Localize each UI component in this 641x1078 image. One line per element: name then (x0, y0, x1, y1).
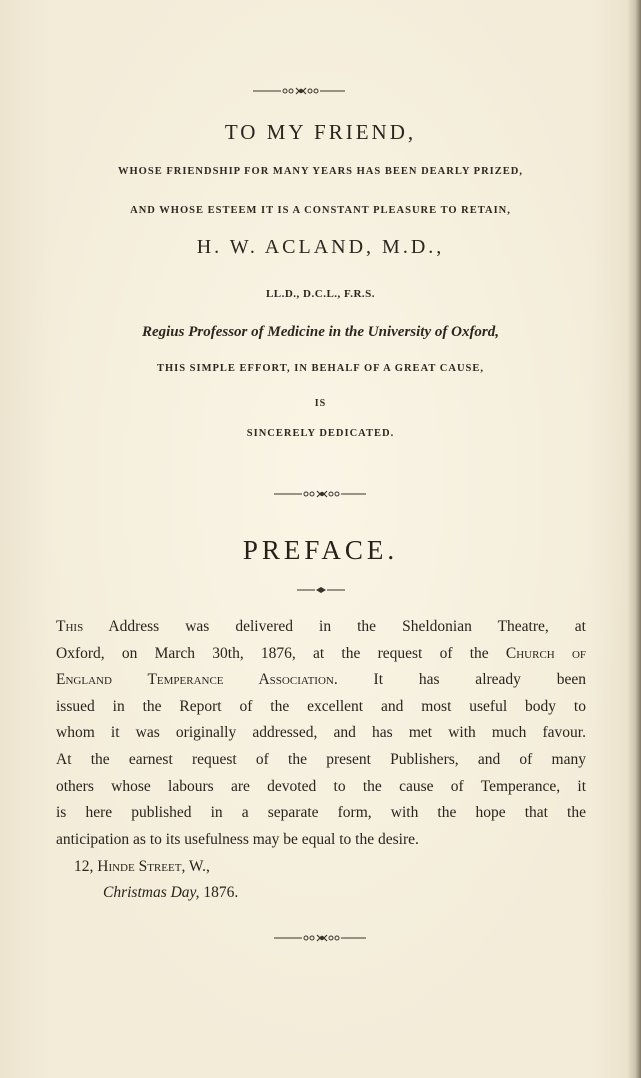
preface-line: others whose labours are devoted to the cause of Temperance, it (56, 777, 586, 795)
preface-line: Oxford, on March 30th, 1876, at the request of the Church of (56, 644, 587, 662)
dedication-line-2: AND WHOSE ESTEEM IT IS A CONSTANT PLEASURE TO RETAIN, (130, 205, 511, 216)
address-tail: , W., (181, 858, 210, 875)
dedicatee-position: Regius Professor of Medicine in the University of Oxford, (141, 324, 500, 340)
signature-address (74, 858, 210, 876)
preface-line: This Address was delivered in the Sheldonian Theatre, at (56, 618, 586, 635)
ornament-preface-rule (297, 585, 345, 595)
dedication-line-5: SINCERELY DEDICATED. (246, 428, 395, 439)
preface-paragraph (56, 614, 586, 853)
dedication-line-1: WHOSE FRIENDSHIP FOR MANY YEARS HAS BEEN DEARLY PRIZED, (118, 166, 523, 177)
preface-line: anticipation as to its usefulness may be equal to the desire. (56, 830, 419, 848)
dedicatee-name: H. W. ACLAND, M.D., (196, 236, 445, 258)
preface-title: PREFACE. (242, 535, 399, 565)
date-italic: Christmas Day, (103, 884, 204, 901)
preface-line: issued in the Report of the excellent and most useful body to (56, 697, 586, 715)
ornament-middle (274, 489, 366, 499)
preface-line: England Temperance Association. It has already been (56, 671, 586, 689)
preface-line: whom it was originally addressed, and has met with much favour. (56, 724, 586, 742)
date-year: 1876. (203, 884, 239, 901)
page-edge-shadow (627, 0, 641, 1078)
dedication-line-4: IS (314, 398, 327, 409)
dedication-line-3: THIS SIMPLE EFFORT, IN BEHALF OF A GREAT CAUSE, (156, 363, 485, 374)
ornament-top (253, 86, 345, 96)
dedication-title: TO MY FRIEND, (224, 120, 417, 144)
ornament-bottom (274, 933, 366, 943)
address-street: Hinde Street (97, 858, 182, 875)
address-number: 12, (74, 858, 98, 875)
signature-date (103, 884, 238, 902)
preface-line: is here published in a separate form, with the hope that the (56, 804, 586, 822)
preface-line: At the earnest request of the present Publishers, and of many (56, 750, 586, 768)
dedicatee-degrees: LL.D., D.C.L., F.R.S. (265, 288, 376, 300)
